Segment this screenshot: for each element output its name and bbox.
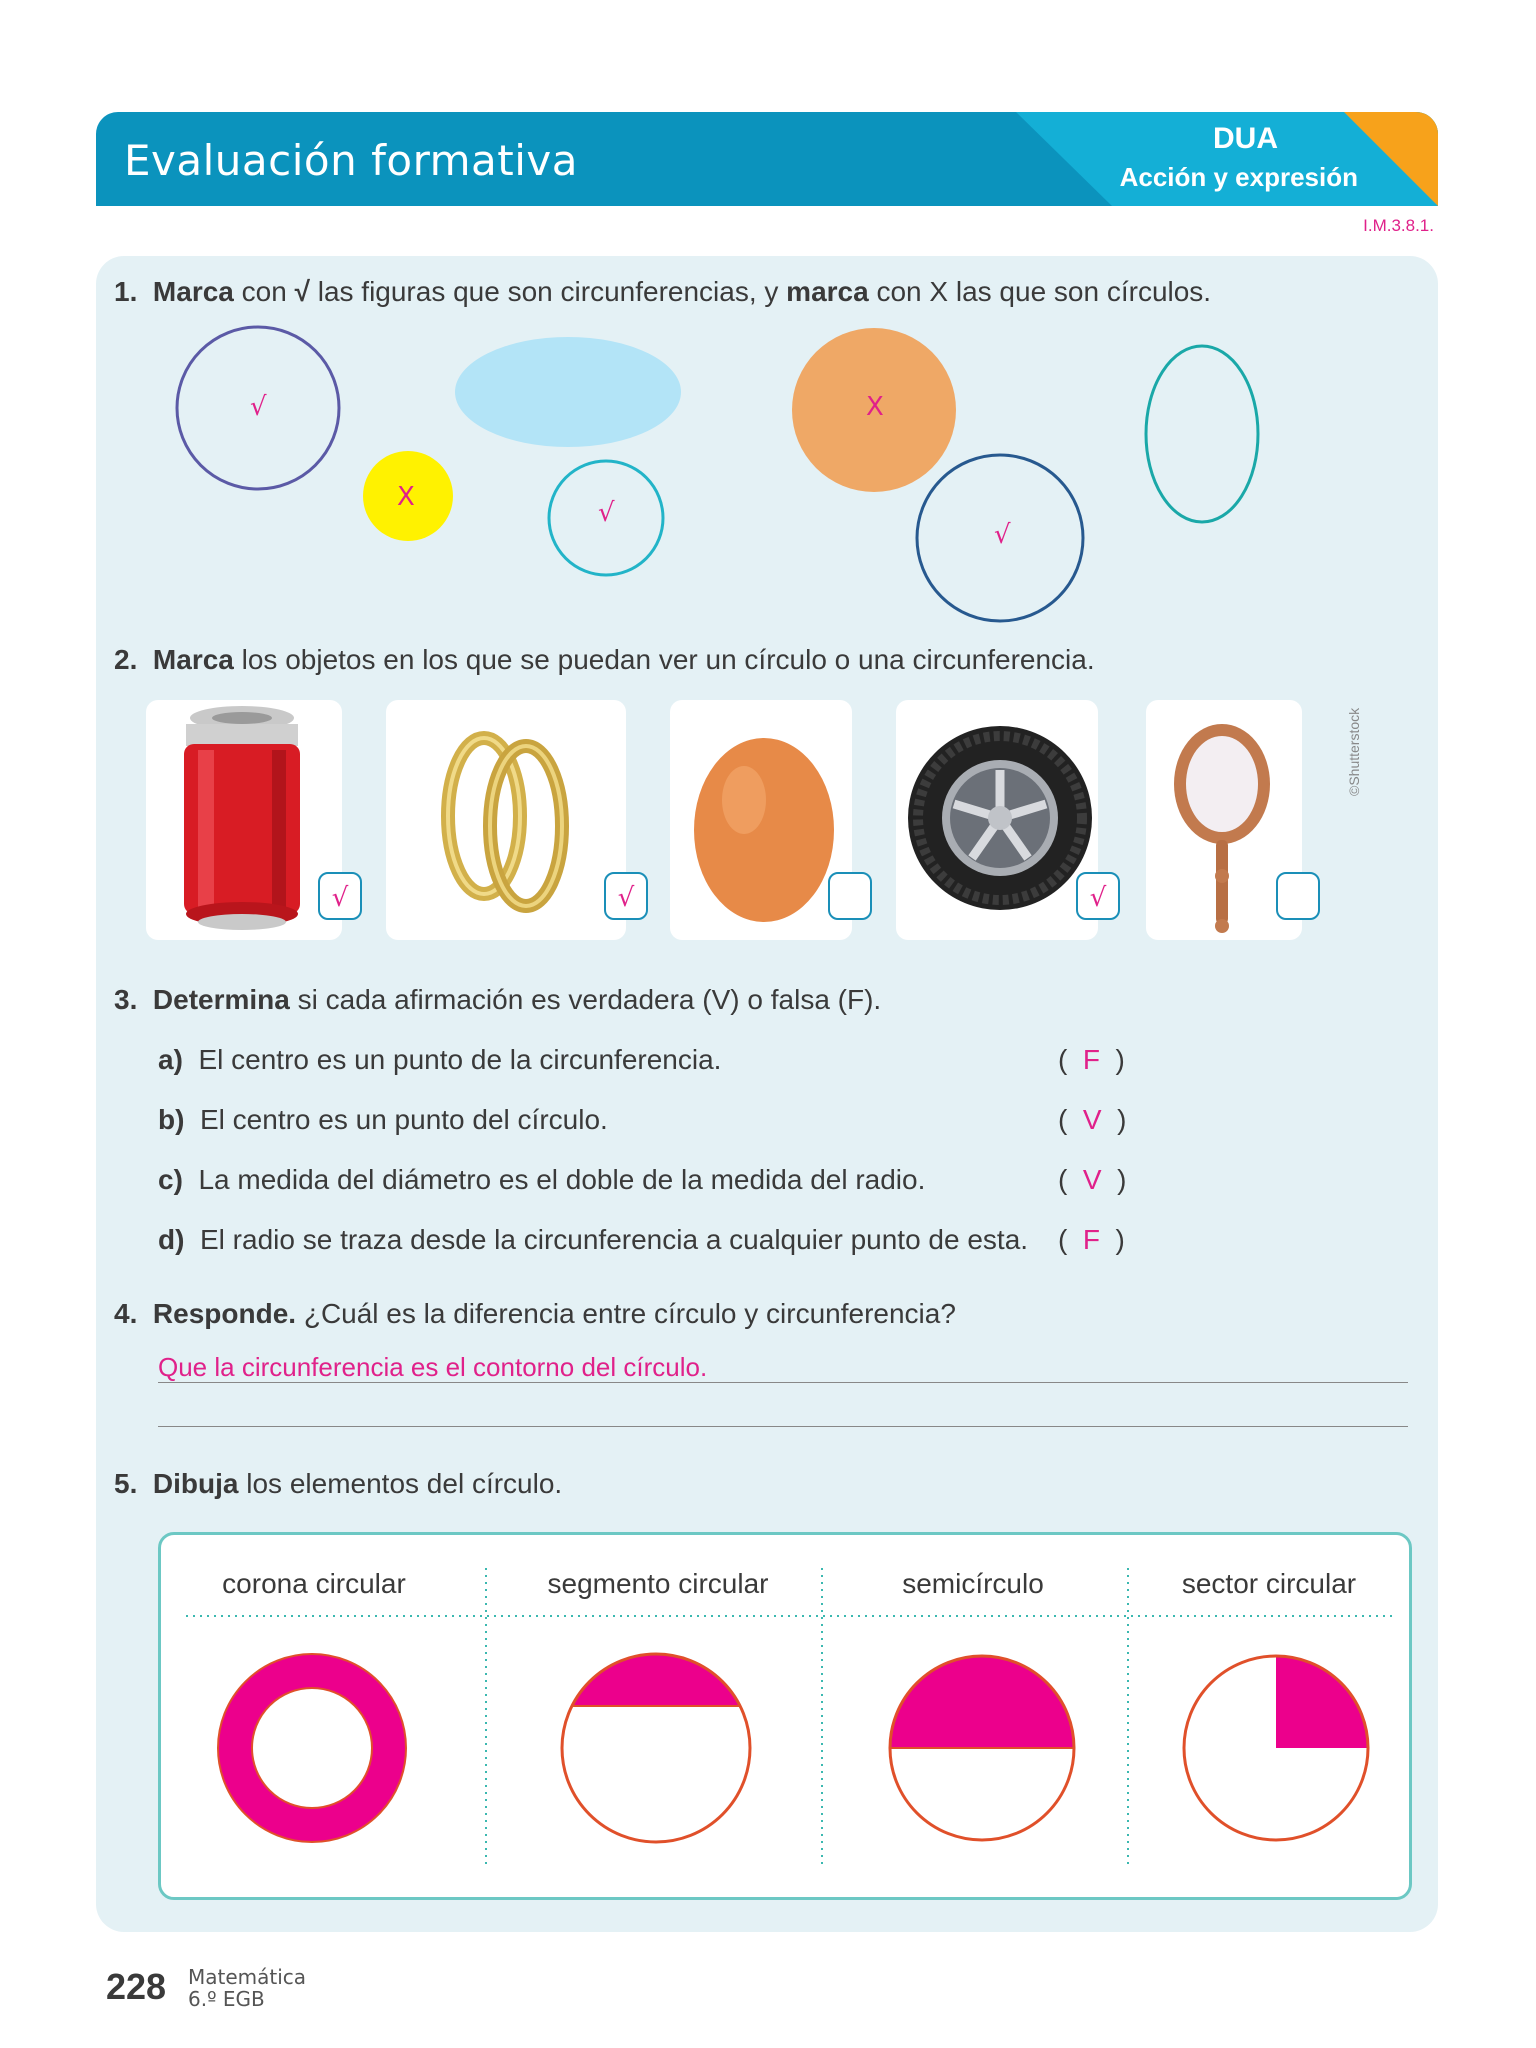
statement-c (158, 1164, 925, 1196)
question-text: con (233, 276, 295, 307)
photo-egg (670, 700, 852, 940)
label-segmento: segmento circular (547, 1568, 769, 1599)
tire-image (896, 700, 1098, 940)
indicator-code: I.M.3.8.1. (1363, 216, 1434, 235)
q1-mark-2: X (397, 482, 415, 512)
page-title: Evaluación formativa (124, 136, 578, 185)
question-text: las figuras que son circunferencias, y (309, 276, 787, 307)
question-number: 5. (114, 1468, 138, 1499)
question-verb: Determina (152, 984, 290, 1015)
photo-credit: ©Shutterstock (1346, 707, 1362, 796)
circular-sector-drawing (1184, 1656, 1368, 1840)
rings-image (386, 700, 626, 940)
statement-letter: b) (158, 1104, 185, 1135)
question-text: los objetos en los que se puedan ver un círculo o una circunferencia. (233, 644, 1095, 675)
photo-rings (386, 700, 626, 940)
question-text: los elementos del círculo. (238, 1468, 563, 1499)
label-semicirculo: semicírculo (902, 1568, 1044, 1599)
question-verb: Marca (152, 644, 234, 675)
q1-shapes (96, 310, 1438, 630)
checkbox-tire[interactable]: √ (1076, 872, 1120, 920)
question-1 (114, 276, 1211, 308)
q1-mark-1: √ (250, 392, 267, 422)
answer-line-1 (158, 1382, 1408, 1383)
question-number: 1. (114, 276, 138, 307)
question-text: con X las que son círculos. (868, 276, 1212, 307)
question-text: si cada afirmación es verdadera (V) o falsa (F). (289, 984, 882, 1015)
statement-text: La medida del diámetro es el doble de la medida del radio. (198, 1164, 926, 1195)
statement-b (158, 1104, 608, 1136)
annulus-drawing (218, 1654, 406, 1842)
photo-can (146, 700, 342, 940)
q1-mark-3: √ (598, 498, 615, 528)
statement-letter: a) (158, 1044, 183, 1075)
answer-line-2[interactable] (158, 1426, 1408, 1427)
answer-value: V (1082, 1104, 1102, 1135)
question-verb: Marca (152, 276, 234, 307)
photo-tire (896, 700, 1098, 940)
checkbox-rings[interactable]: √ (604, 872, 648, 920)
answer-slot-a[interactable]: ( F ) (1058, 1044, 1125, 1075)
question-verb: Responde. (152, 1298, 297, 1329)
question-verb: marca (786, 276, 869, 307)
statement-d (158, 1224, 1028, 1256)
checkbox-mirror[interactable] (1276, 872, 1320, 920)
statement-letter: c) (158, 1164, 183, 1195)
question-number: 2. (114, 644, 138, 675)
ellipse-outline-teal[interactable] (1146, 346, 1258, 522)
q1-mark-4: X (866, 392, 884, 422)
question-2 (114, 644, 1095, 676)
label-sector: sector circular (1181, 1568, 1357, 1599)
header-banner (96, 112, 1438, 206)
answer-value: V (1082, 1164, 1102, 1195)
answer-value: F (1082, 1224, 1100, 1255)
semicircle-drawing (890, 1656, 1074, 1840)
statement-letter: d) (158, 1224, 185, 1255)
label-corona: corona circular (222, 1568, 406, 1599)
question-4 (114, 1298, 956, 1330)
dua-title: DUA (1213, 122, 1278, 155)
question-verb: Dibuja (152, 1468, 239, 1499)
answer-slot-c[interactable]: ( V ) (1058, 1164, 1127, 1195)
question-3 (114, 984, 881, 1016)
ellipse-filled-blue[interactable] (455, 337, 681, 447)
page-number: 228 (106, 1966, 167, 2007)
statement-text: El centro es un punto de la circunferencia. (198, 1044, 722, 1075)
question-number: 4. (114, 1298, 138, 1329)
statement-text: El centro es un punto del círculo. (200, 1104, 608, 1135)
egg-image (670, 700, 852, 940)
checkbox-egg[interactable] (828, 872, 872, 920)
subject-name: Matemática (188, 1965, 307, 1989)
question-number: 3. (114, 984, 138, 1015)
answer-value: F (1082, 1044, 1100, 1075)
question-text: ¿Cuál es la diferencia entre círculo y circunferencia? (296, 1298, 956, 1329)
q1-mark-5: √ (994, 520, 1011, 550)
statement-text: El radio se traza desde la circunferencia a cualquier punto de esta. (200, 1224, 1029, 1255)
q4-answer[interactable]: Que la circunferencia es el contorno del círculo. (158, 1352, 708, 1382)
question-5 (114, 1468, 562, 1500)
soda-can-image (146, 700, 342, 940)
statement-a (158, 1044, 721, 1076)
check-symbol: √ (294, 276, 310, 307)
checkbox-can[interactable]: √ (318, 872, 362, 920)
answer-slot-b[interactable]: ( V ) (1058, 1104, 1127, 1135)
circular-segment-drawing (562, 1654, 750, 1842)
answer-slot-d[interactable]: ( F ) (1058, 1224, 1125, 1255)
q5-drawings (158, 1532, 1412, 1900)
grade-label: 6.º EGB (188, 1987, 265, 2011)
subject-label (188, 1966, 306, 2010)
dua-subtitle: Acción y expresión (1119, 162, 1358, 192)
